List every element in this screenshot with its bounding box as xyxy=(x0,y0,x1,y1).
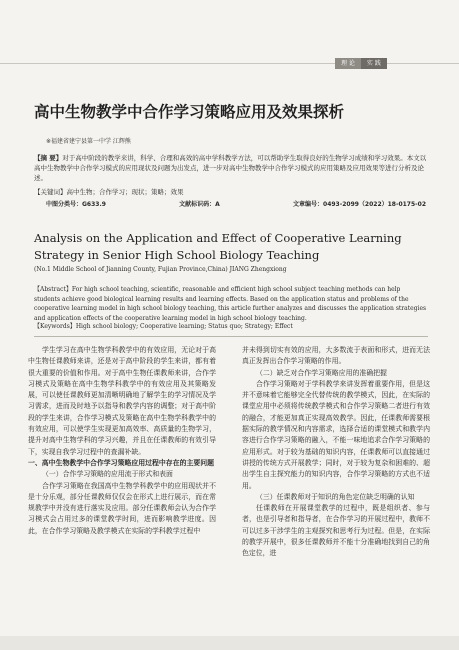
page-footer-band xyxy=(0,636,459,650)
subsection-heading-2: （二）缺乏对合作学习策略应用的准确把握 xyxy=(256,368,387,377)
author-en: (No.1 Middle School of Jianning County, Fujian Province,China) JIANG Zhengxiong xyxy=(34,266,287,273)
abstract-en-label: 【Abstract】 xyxy=(34,286,72,293)
section-divider xyxy=(34,336,428,337)
keywords-cn-text: 高中生物；合作学习；现状；策略；效果 xyxy=(66,188,184,196)
body-paragraph: 合作学习策略对于学科教学来讲发挥着重要作用，但是这并不意味着它能够完全代替传统的教学模式，因此，在实际的课堂应用中必须将传统教学模式和合作学习策略二者进行有效的融合，才能更加真正实现高效教学。因此，任课教师需要根据实际的教学情况和内容需求，选择合适的课堂模式和教学内容进行合作学习策略的融入，不能一味地追求合作学习策略的应用形式。对于较为基础的知识内容，任课教师可以直接通过讲授的传统方式开展教学；同时，对于较为复杂和困难的、超出学生自主探究能力的知识内容，合作学习策略的方式也不适用。 xyxy=(242,379,430,490)
body-paragraph: 并未得到切实有效的应用，大多数流于表面和形式，进而无法真正发挥出合作学习策略的作用。 xyxy=(242,346,430,366)
body-paragraph: 学生学习在高中生物学科教学中的有效应用，无论对于高中生物任课教师来讲，还是对于高中阶段的学生来讲，都有着很大重要的价值和作用。对于高中生物任课教师来讲，合作学习模式及策略在高中生物学科教学中的有效应用及其策略发展，可以使任课教师更加清晰明确地了解学生的学习情况及学习需求，进而及时地予以指导和教学内容的调整；对于高中阶段的学生来讲，合作学习模式及策略在高中生物学科教学中的有效应用，可以使学生实现更加高效率、高质量的生物学习，提升对高中生物学科的学习兴趣，并且在任课教师的有效引导下，实现自我学习过程中的查漏补缺。 xyxy=(28,346,216,456)
body-column-right xyxy=(242,345,430,560)
article-title-en: Analysis on the Application and Effect of Cooperative Learning Strategy in Senior High School Biology Teaching xyxy=(34,231,402,262)
header-rule xyxy=(0,63,459,64)
clc-code: 中图分类号：G633.9 xyxy=(46,201,106,208)
author-cn: ※福建省建宁县第一中学 江辉熊 xyxy=(46,138,131,145)
keywords-cn xyxy=(34,187,428,197)
section-tag-theory: 理 论 xyxy=(335,58,361,69)
section-heading-1: 一、高中生物教学中合作学习策略应用过程中存在的主要问题 xyxy=(28,458,215,467)
keywords-cn-label: 【关键词】 xyxy=(34,188,67,196)
keywords-en-text: High school biology; Cooperative learning; Status quo; Strategy; Effect xyxy=(75,323,293,330)
classification-codes xyxy=(46,199,426,208)
abstract-en-text: For high school teaching, scientific, reasonable and efficient high school subject teaching methods can help students achieve good biological learning results and learning effects. Based on the application status and problems of the cooperative learning model in high school biology teaching, this article further analyzes and discusses the application strategies and application effects of the cooperative learning model in high school biology teaching. xyxy=(34,286,427,322)
abstract-cn-text: 对于高中阶段的教学来讲，科学、合理和高效的高中学科教学方法，可以帮助学生取得良好的生物学习成绩和学习效果。本文以高中生物教学中合作学习模式的应用现状及问题为出发点，进一步对高中生物教学中合作学习模式的应用策略及应用效果等进行分析及论述。 xyxy=(34,154,427,182)
abstract-cn-label: 【摘 要】 xyxy=(34,154,63,162)
body-column-left xyxy=(28,345,216,537)
doc-code: 文献标识码：A xyxy=(179,201,220,208)
keywords-en xyxy=(34,322,428,332)
article-title-cn: 高中生物教学中合作学习策略应用及效果探析 xyxy=(34,103,345,121)
article-number: 文章编号：0493-2099（2022）18-0175-02 xyxy=(293,201,426,208)
keywords-en-label: 【Keywords】 xyxy=(34,323,76,330)
abstract-cn xyxy=(34,153,428,183)
subsection-heading-1: （一）合作学习策略的应用流于形式和表面 xyxy=(42,470,173,479)
body-paragraph: 合作学习策略在我国高中生物学科教学中的应用现状并不是十分乐观，部分任课教师仅仅会在形式上进行展示，而在常规教学中并没有进行落实及应用。部分任课教师会认为合作学习模式会占用过多的课堂教学时间，进而影响教学进度。因此，在合作学习策略及教学模式在实际的学科教学过程中 xyxy=(28,481,216,535)
section-tag-practice: 实 践 xyxy=(361,58,387,69)
body-paragraph: 任课教师在开展课堂教学的过程中，既是组织者、参与者，也是引导者和指导者，在合作学习的开展过程中，教师不可以过多干涉学生的主观探究和思考行为过程。但是，在实际的教学开展中，很多任课教师并不能十分准确地找到自己的角色定位，进 xyxy=(242,504,430,558)
section-badge xyxy=(335,58,387,69)
subsection-heading-3: （三）任课教师对于知识的角色定位缺乏明确的认知 xyxy=(256,492,415,501)
abstract-en xyxy=(34,285,428,323)
